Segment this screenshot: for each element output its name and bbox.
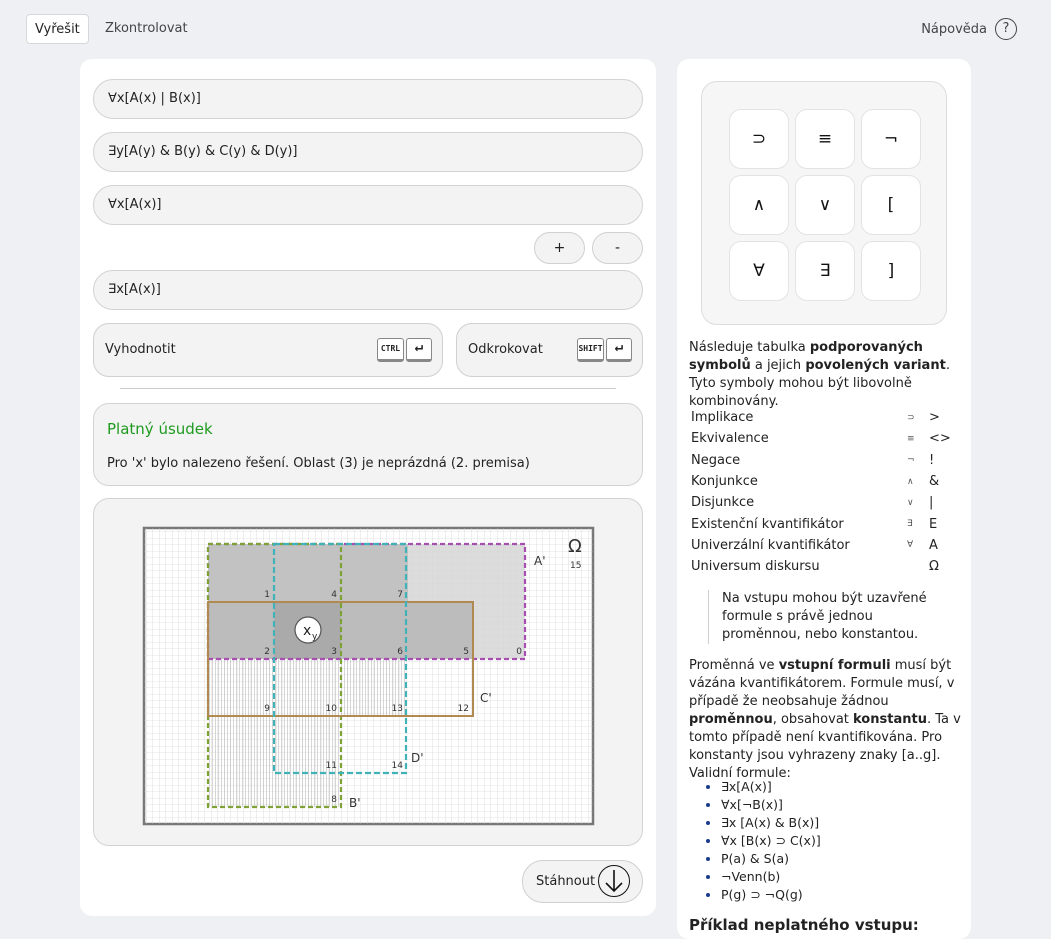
region-number-7: 7 [397, 590, 403, 600]
region-number-11: 11 [325, 761, 337, 771]
key-equivalence[interactable]: ≡ [795, 109, 855, 169]
key-disjunction[interactable]: ∨ [795, 175, 855, 235]
tab-check[interactable]: Zkontrolovat [105, 21, 188, 36]
enter-key-icon: ↵ [406, 338, 432, 362]
region-hatch-bc [208, 659, 407, 716]
set-label-b: B' [349, 796, 361, 810]
valid-examples-list [703, 778, 821, 904]
key-conjunction[interactable]: ∧ [729, 175, 789, 235]
solver-panel [80, 59, 656, 916]
table-row: Univerzální kvantifikátor ∀ A [691, 537, 938, 553]
table-row: Implikace ⊃ > [691, 410, 940, 426]
note-quote: Na vstupu mohou být uzavřené formule s právě jednou proměnnou, nebo konstantou. [708, 590, 948, 644]
symbols-intro: Následuje tabulka podporovaných symbolů a jejich povolených variant. Tyto symboly mohou být libovolně kombinovány. [689, 340, 950, 409]
list-item: • ∀x[¬B(x)] [721, 796, 821, 814]
omega-symbol: Ω [568, 536, 582, 557]
tab-solve[interactable]: Vyřešit [26, 14, 89, 44]
venn-diagram-box [93, 498, 643, 846]
region-number-5: 5 [463, 647, 469, 657]
region-number-9: 9 [264, 704, 270, 714]
region-number-15: 15 [570, 561, 582, 571]
symbols-table [691, 407, 953, 577]
region-number-14: 14 [391, 761, 403, 771]
evaluate-button[interactable] [93, 323, 443, 377]
key-universal[interactable]: ∀ [729, 241, 789, 301]
shift-key-icon: SHIFT [577, 338, 604, 362]
key-implication[interactable]: ⊃ [729, 109, 789, 169]
set-label-c: C' [480, 691, 492, 705]
region-number-12: 12 [457, 704, 469, 714]
download-label: Stáhnout [536, 874, 596, 889]
top-navigation [0, 0, 1051, 60]
region-number-3: 3 [331, 647, 337, 657]
add-premise-button[interactable]: + [534, 232, 585, 264]
list-item: • P(a) & S(a) [721, 850, 821, 868]
list-item: • ¬Venn(b) [721, 868, 821, 886]
key-left-bracket[interactable]: [ [861, 175, 921, 235]
region-number-8: 8 [331, 795, 337, 805]
region-number-4: 4 [331, 590, 337, 600]
table-row: Existenční kvantifikátor ∃ E [691, 516, 938, 532]
table-row: Ekvivalence ≡ <> [691, 431, 951, 447]
enter-key-icon: ↵ [606, 338, 632, 362]
conclusion-input[interactable]: ∃x[A(x)] [93, 270, 643, 310]
region-number-2: 2 [264, 647, 270, 657]
download-button[interactable] [522, 860, 643, 903]
evaluate-label: Vyhodnotit [105, 342, 176, 357]
premise-input-1[interactable]: ∀x[A(x) | B(x)] [93, 79, 643, 119]
set-label-a: A' [534, 554, 546, 568]
list-item: • ∃x [A(x) & B(x)] [721, 814, 821, 832]
table-row: Universum diskursu Ω [691, 559, 939, 575]
key-negation[interactable]: ¬ [861, 109, 921, 169]
help-label: Nápověda [921, 21, 987, 37]
download-arrow-icon [598, 865, 630, 897]
region-number-10: 10 [325, 704, 337, 714]
table-row: Negace ¬ ! [691, 452, 935, 468]
invalid-heading: Příklad neplatného vstupu: [689, 916, 919, 934]
region-number-0: 0 [516, 647, 522, 657]
region-number-6: 6 [397, 647, 403, 657]
list-item: • ∀x [B(x) ⊃ C(x)] [721, 832, 821, 850]
help-panel [677, 59, 971, 939]
table-row: Disjunkce ∨ | [691, 495, 934, 511]
step-button[interactable] [456, 323, 643, 377]
element-marker-sub: y [312, 632, 318, 642]
symbol-keypad [701, 81, 947, 325]
venn-diagram [94, 499, 644, 847]
key-right-bracket[interactable]: ] [861, 241, 921, 301]
help-link[interactable] [921, 18, 1017, 40]
table-row: Konjunkce ∧ & [691, 474, 940, 490]
result-title: Platný úsudek [107, 420, 213, 438]
key-existential[interactable]: ∃ [795, 241, 855, 301]
step-label: Odkrokovat [468, 342, 543, 357]
result-message: Pro 'x' bylo nalezeno řešení. Oblast (3) je neprázdná (2. premisa) [107, 456, 530, 471]
question-icon: ? [995, 18, 1017, 40]
premise-input-3[interactable]: ∀x[A(x)] [93, 185, 643, 225]
formula-rules: Proměnná ve vstupní formuli musí být vázána kvantifikátorem. Formule musí, v případě že neobsahuje žádnou proměnnou, obsahovat konstantu. Ta v tomto případě není kvantifikována. Pro konstanty jsou vyhrazeny znaky [a..g]. Validní formule: [689, 658, 961, 781]
region-number-13: 13 [391, 704, 403, 714]
ctrl-key-icon: CTRL [377, 338, 404, 362]
result-box [93, 403, 643, 486]
list-item: • P(g) ⊃ ¬Q(g) [721, 886, 821, 904]
remove-premise-button[interactable]: - [592, 232, 643, 264]
region-shade-ab [208, 544, 408, 602]
element-marker-var: x [303, 623, 312, 639]
list-item: • ∃x[A(x)] [721, 778, 821, 796]
divider [120, 388, 616, 389]
region-number-1: 1 [264, 590, 270, 600]
set-label-d: D' [411, 751, 424, 765]
premise-input-2[interactable]: ∃y[A(y) & B(y) & C(y) & D(y)] [93, 132, 643, 172]
